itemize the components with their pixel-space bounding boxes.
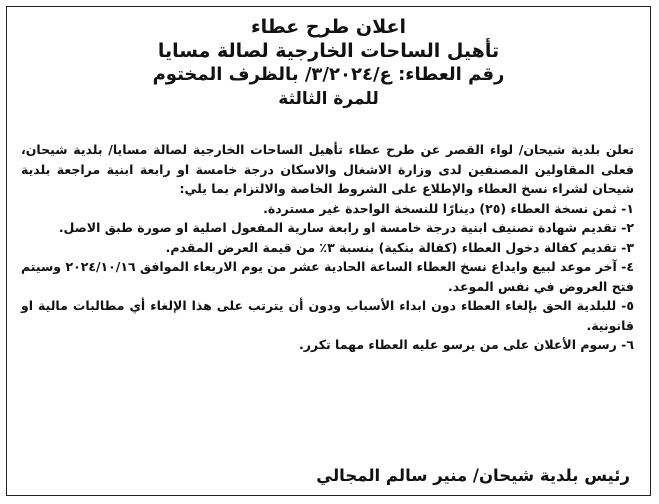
tender-round: للمرة الثالثة (278, 89, 379, 109)
signature-line: رئيس بلدية شيحان/ منير سالم المجالي (316, 466, 630, 485)
condition-item-5: ٥- للبلدية الحق بإلغاء العطاء دون ابداء الأسباب ودون أن يترتب على هذا الإلغاء أي مطالبات مالية او قانونية. (21, 298, 634, 333)
condition-item-4: ٤- آخر موعد لبيع وايداع نسخ العطاء الساعة الحادية عشر من يوم الاربعاء الموافق ٢٠٢٤/١٠/١٦ وسيتم فتح العروض في نفس الموعد. (21, 259, 634, 294)
tender-subject: تأهيل الساحات الخارجية لصالة مسايا (157, 40, 500, 62)
condition-item-1: ١- ثمن نسخة العطاء (٢٥) دينارًا للنسخة الواحدة غير مستردة. (263, 200, 634, 216)
announcement-body (21, 140, 634, 355)
advertisement-frame (6, 6, 651, 496)
condition-item-2: ٢- تقديم شهادة تصنيف ابنية درجة خامسة او رابعة سارية المفعول اصلية او صورة طبق الاصل. (58, 220, 634, 235)
announcement-header (7, 7, 650, 111)
condition-item-6: ٦- رسوم الأعلان على من يرسو عليه العطاء مهما تكرر. (298, 337, 634, 352)
condition-item-3: ٣- تقديم كفالة دخول العطاء (كفالة بنكية) بنسبة ٣٪ من قيمة العرض المقدم. (165, 239, 634, 255)
tender-number: رقم العطاء: ع/٣/٢٠٢٤/ بالظرف المختوم (152, 64, 505, 85)
intro-paragraph: تعلن بلدية شيحان/ لواء القصر عن طرح عطاء تأهيل الساحات الخارجية لصالة مسايا/ بلدية شيحان، فعلى المقاولين المصنفين لدى وزارة الاشغال والاسكان درجة خامسة او رابعة ابنية مراجعة بلدية شيحان لشراء نسخ العطاء والإطلاع على الشروط الخاصة والالتزام بما يلي: (21, 142, 634, 196)
announcement-title: اعلان طرح عطاء (250, 16, 407, 38)
